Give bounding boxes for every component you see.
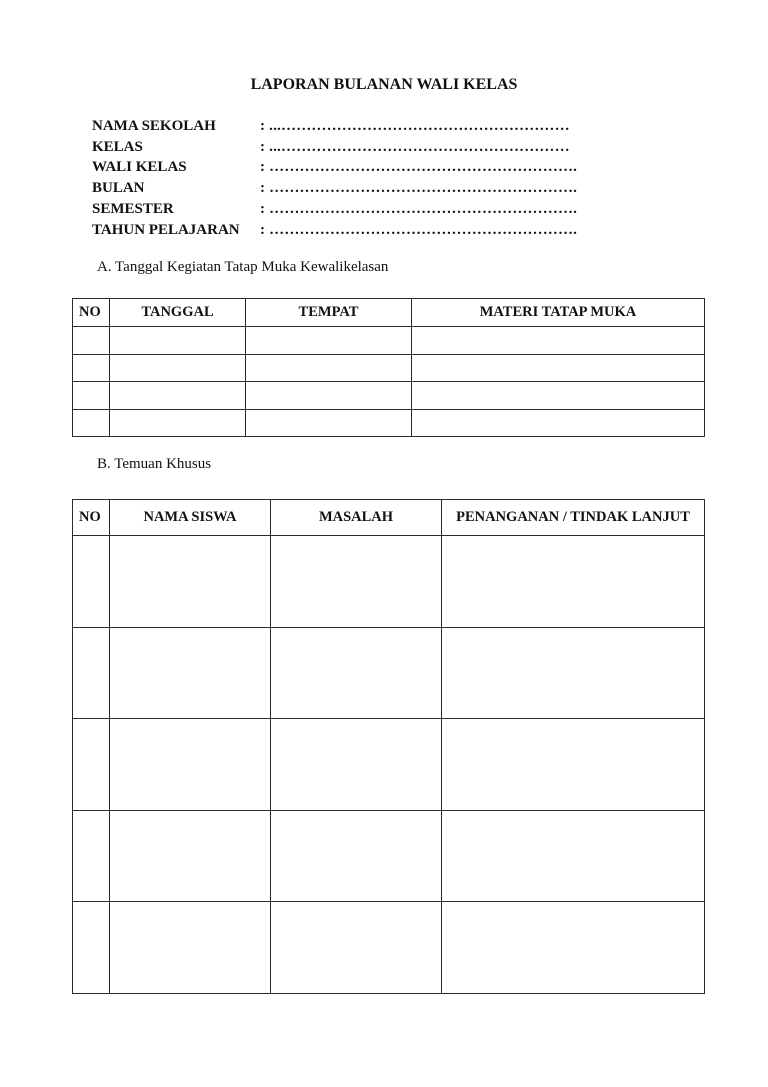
table-cell[interactable] bbox=[246, 409, 412, 437]
table-cell[interactable] bbox=[442, 719, 705, 811]
section-a-heading: A. Tanggal Kegiatan Tatap Muka Kewalikelasan bbox=[97, 259, 389, 275]
table-row bbox=[73, 719, 705, 811]
info-value: : ……………………………………………………. bbox=[260, 180, 578, 197]
table-header-row bbox=[73, 500, 705, 536]
table-kegiatan-tatap-muka bbox=[72, 298, 705, 437]
info-row-kelas bbox=[92, 137, 577, 158]
table-row bbox=[73, 627, 705, 719]
table-cell[interactable] bbox=[110, 327, 246, 355]
table-row bbox=[73, 536, 705, 628]
table-cell[interactable] bbox=[442, 536, 705, 628]
info-row-nama-sekolah bbox=[92, 116, 577, 137]
info-label: SEMESTER bbox=[92, 201, 174, 218]
table-cell[interactable] bbox=[442, 810, 705, 902]
table-row bbox=[73, 810, 705, 902]
table-cell[interactable] bbox=[73, 719, 110, 811]
column-header-masalah: MASALAH bbox=[271, 500, 442, 536]
info-value: : ……………………………………………………. bbox=[260, 159, 578, 176]
table-row bbox=[73, 327, 705, 355]
info-value: : ……………………………………………………. bbox=[260, 221, 578, 238]
table-cell[interactable] bbox=[110, 902, 271, 994]
info-value: : ……………………………………………………. bbox=[260, 201, 578, 218]
info-row-wali-kelas bbox=[92, 158, 577, 179]
info-value: : ...………………………………………………… bbox=[260, 138, 570, 155]
table-header-row bbox=[73, 299, 705, 327]
table-row bbox=[73, 382, 705, 410]
section-b-heading: B. Temuan Khusus bbox=[97, 456, 212, 472]
column-header-no: NO bbox=[73, 500, 110, 536]
column-header-nama-siswa: NAMA SISWA bbox=[110, 500, 271, 536]
table-cell[interactable] bbox=[110, 810, 271, 902]
table-cell[interactable] bbox=[246, 382, 412, 410]
table-cell[interactable] bbox=[412, 354, 705, 382]
info-value: : ...………………………………………………… bbox=[260, 117, 570, 134]
column-header-no: NO bbox=[73, 299, 110, 327]
table-cell[interactable] bbox=[412, 409, 705, 437]
table-cell[interactable] bbox=[73, 382, 110, 410]
column-header-tempat: TEMPAT bbox=[246, 299, 412, 327]
table-temuan-khusus bbox=[72, 499, 705, 994]
column-header-tanggal: TANGGAL bbox=[110, 299, 246, 327]
table-cell[interactable] bbox=[73, 327, 110, 355]
info-label: NAMA SEKOLAH bbox=[92, 117, 216, 134]
table-row bbox=[73, 902, 705, 994]
info-row-bulan bbox=[92, 178, 577, 199]
table-cell[interactable] bbox=[442, 627, 705, 719]
table-cell[interactable] bbox=[110, 354, 246, 382]
column-header-penanganan: PENANGANAN / TINDAK LANJUT bbox=[442, 500, 705, 536]
table-cell[interactable] bbox=[73, 810, 110, 902]
table-cell[interactable] bbox=[271, 719, 442, 811]
table-cell[interactable] bbox=[271, 902, 442, 994]
table-cell[interactable] bbox=[442, 902, 705, 994]
info-row-tahun-pelajaran bbox=[92, 220, 577, 241]
table-cell[interactable] bbox=[271, 536, 442, 628]
table-cell[interactable] bbox=[73, 409, 110, 437]
table-cell[interactable] bbox=[110, 719, 271, 811]
table-cell[interactable] bbox=[110, 382, 246, 410]
info-label: BULAN bbox=[92, 180, 145, 197]
table-cell[interactable] bbox=[412, 382, 705, 410]
column-header-materi: MATERI TATAP MUKA bbox=[412, 299, 705, 327]
table-cell[interactable] bbox=[73, 902, 110, 994]
table-cell[interactable] bbox=[412, 327, 705, 355]
table-cell[interactable] bbox=[73, 627, 110, 719]
info-label: KELAS bbox=[92, 138, 143, 155]
document-title: LAPORAN BULANAN WALI KELAS bbox=[250, 76, 518, 93]
info-block bbox=[92, 116, 577, 241]
table-cell[interactable] bbox=[110, 627, 271, 719]
table-cell[interactable] bbox=[271, 810, 442, 902]
table-cell[interactable] bbox=[271, 627, 442, 719]
table-cell[interactable] bbox=[246, 327, 412, 355]
table-row bbox=[73, 409, 705, 437]
info-label: WALI KELAS bbox=[92, 159, 187, 176]
table-cell[interactable] bbox=[73, 536, 110, 628]
table-cell[interactable] bbox=[110, 409, 246, 437]
table-cell[interactable] bbox=[246, 354, 412, 382]
table-row bbox=[73, 354, 705, 382]
info-label: TAHUN PELAJARAN bbox=[92, 221, 240, 238]
table-cell[interactable] bbox=[73, 354, 110, 382]
table-cell[interactable] bbox=[110, 536, 271, 628]
info-row-semester bbox=[92, 199, 577, 220]
